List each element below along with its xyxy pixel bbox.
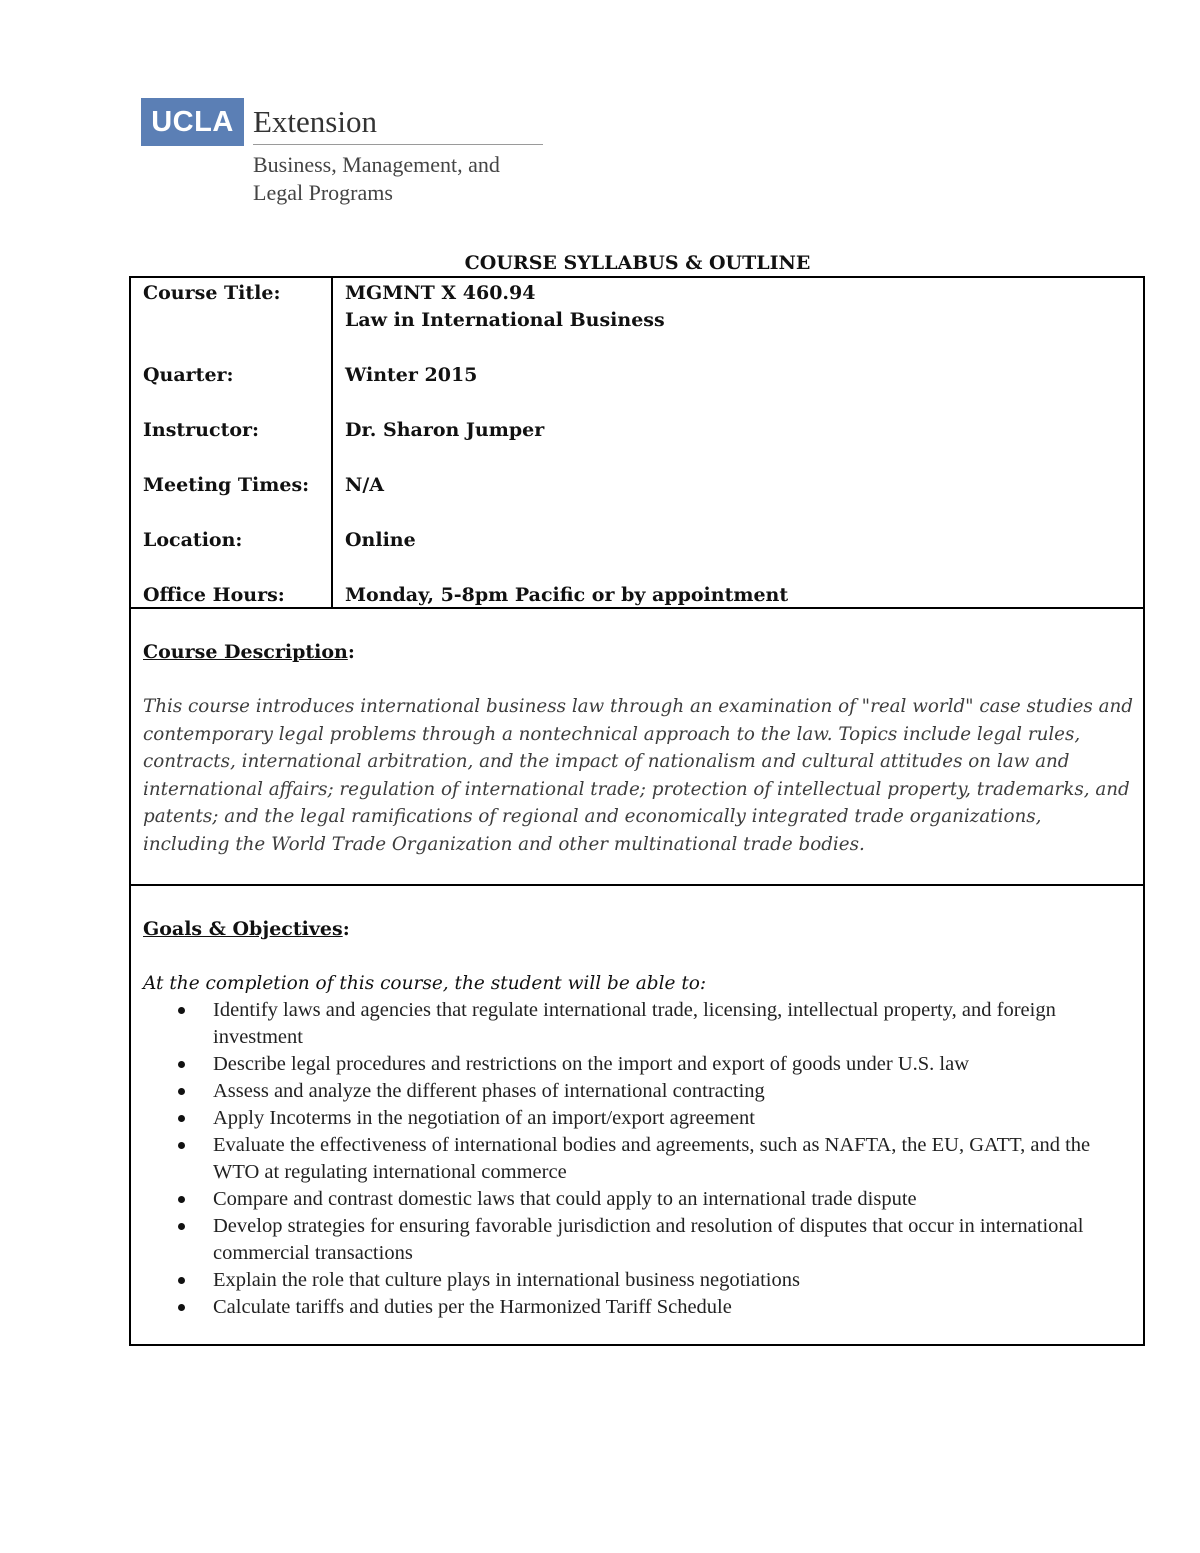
goal-item: Apply Incoterms in the negotiation of an import/export agreement <box>143 1105 1133 1132</box>
goals-objectives-heading-colon: : <box>342 918 350 940</box>
goal-item: Compare and contrast domestic laws that could apply to an international trade dispute <box>143 1186 1133 1213</box>
quarter-value: Winter 2015 <box>345 364 478 386</box>
location-label: Location: <box>143 529 243 551</box>
course-description-section <box>131 609 1143 886</box>
instructor-label: Instructor: <box>143 419 260 441</box>
logo-subtitle-line-1: Business, Management, and <box>253 152 500 177</box>
meeting-times-label: Meeting Times: <box>143 474 310 496</box>
office-hours-label: Office Hours: <box>143 584 285 606</box>
goals-list <box>143 997 1133 1321</box>
goal-item: Develop strategies for ensuring favorable jurisdiction and resolution of disputes that occur in international commercial transactions <box>143 1213 1133 1267</box>
goals-objectives-heading-text: Goals & Objectives <box>143 918 343 940</box>
syllabus-table <box>129 276 1145 1346</box>
quarter-label: Quarter: <box>143 364 234 386</box>
course-description-heading <box>143 639 355 665</box>
course-name: Law in International Business <box>345 309 665 331</box>
course-description-heading-colon: : <box>347 641 355 663</box>
goal-item: Assess and analyze the different phases of international contracting <box>143 1078 1133 1105</box>
logo-subtitle <box>253 151 500 207</box>
course-info-section <box>131 278 1143 609</box>
column-divider <box>331 278 333 607</box>
ucla-extension-logo <box>141 98 546 213</box>
goals-objectives-heading <box>143 916 350 942</box>
instructor-value: Dr. Sharon Jumper <box>345 419 545 441</box>
goals-objectives-section <box>131 886 1143 1346</box>
goal-item: Evaluate the effectiveness of international bodies and agreements, such as NAFTA, the EU, GATT, and the WTO at regulating international commerce <box>143 1132 1133 1186</box>
logo-subtitle-line-2: Legal Programs <box>253 180 393 205</box>
goal-item: Calculate tariffs and duties per the Harmonized Tariff Schedule <box>143 1294 1133 1321</box>
document-title: COURSE SYLLABUS & OUTLINE <box>464 252 811 274</box>
logo-divider <box>253 144 543 145</box>
course-title-label: Course Title: <box>143 282 281 304</box>
logo-extension-text: Extension <box>253 104 377 139</box>
location-value: Online <box>345 529 416 551</box>
office-hours-value: Monday, 5-8pm Pacific or by appointment <box>345 584 789 606</box>
goal-item: Describe legal procedures and restrictions on the import and export of goods under U.S. law <box>143 1051 1133 1078</box>
course-code: MGMNT X 460.94 <box>345 282 536 304</box>
course-description-heading-text: Course Description <box>143 641 348 663</box>
course-description-text: This course introduces international business law through an examination of "real world" case studies and contemporary legal problems through a nontechnical approach to the law. Topics include legal rules, contracts, international arbitration, and the impact of nationalism and cultural attitudes on law and international affairs; regulation of international trade; protection of intellectual property, trademarks, and patents; and the legal ramifications of regional and economically integrated trade organizations, including the World Trade Organization and other multinational trade bodies. <box>143 696 1133 855</box>
goals-intro: At the completion of this course, the student will be able to: <box>143 973 707 994</box>
goal-item: Explain the role that culture plays in international business negotiations <box>143 1267 1133 1294</box>
goal-item: Identify laws and agencies that regulate international trade, licensing, intellectual property, and foreign investment <box>143 997 1133 1051</box>
meeting-times-value: N/A <box>345 474 385 496</box>
ucla-logo-box: UCLA <box>141 98 244 146</box>
